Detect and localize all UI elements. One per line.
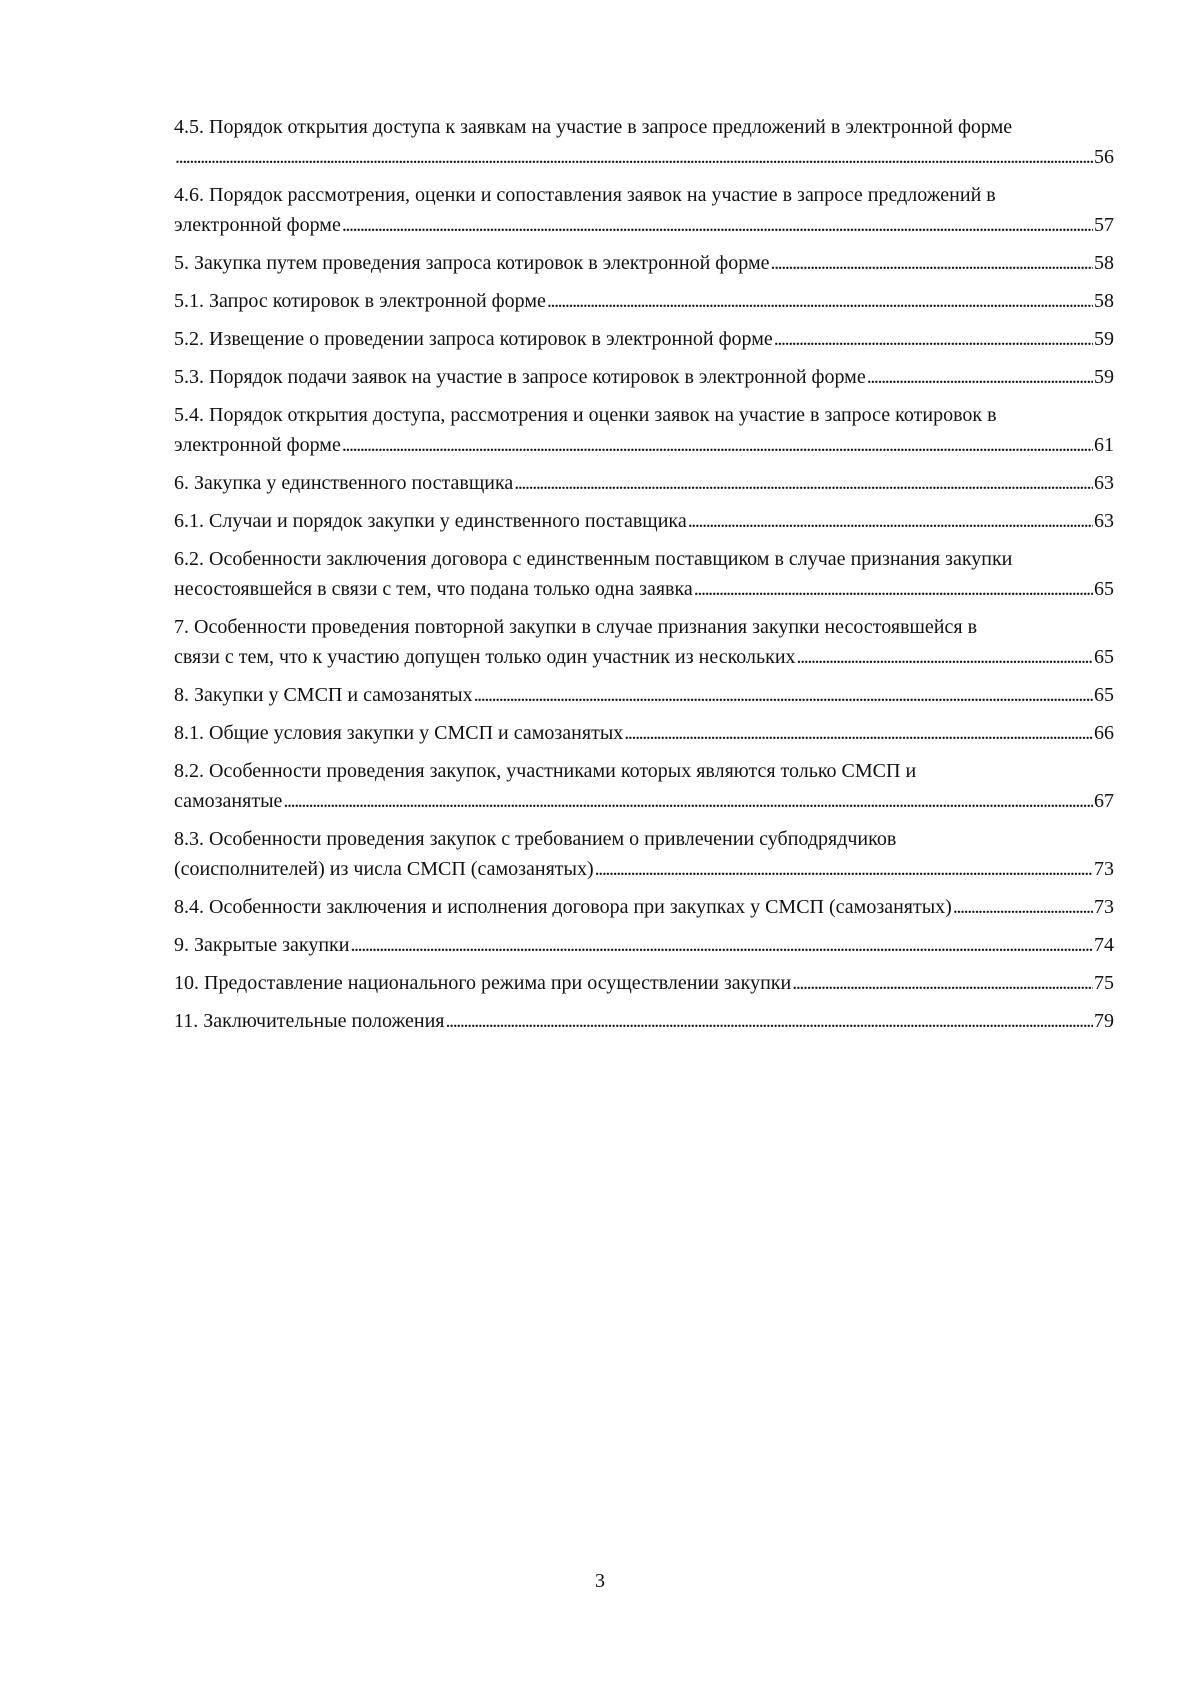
toc-entry-5-3[interactable] [174, 362, 1114, 392]
toc-entry-7[interactable] [174, 612, 1114, 672]
toc-page-number: 59 [1094, 328, 1114, 350]
toc-entry-text: 8. Закупки у СМСП и самозанятых [174, 684, 473, 706]
toc-page-number: 79 [1094, 1010, 1114, 1032]
toc-entry-4-5[interactable] [174, 112, 1114, 172]
toc-entry-text: 5.4. Порядок открытия доступа, рассмотрения и оценки заявок на участие в запросе котировок в [174, 404, 997, 426]
toc-entry-8[interactable] [174, 680, 1114, 710]
toc-entry-8-3[interactable] [174, 824, 1114, 884]
dot-leader [770, 248, 1093, 278]
dot-leader [350, 930, 1093, 960]
toc-entry-text: 11. Заключительные положения [174, 1010, 445, 1032]
dot-leader [474, 680, 1093, 710]
toc-entry-8-2[interactable] [174, 756, 1114, 816]
toc-entry-text-end: электронной форме [174, 214, 341, 236]
dot-leader [547, 286, 1093, 316]
toc-entry-11[interactable] [174, 1006, 1114, 1036]
toc-entry-text: 4.6. Порядок рассмотрения, оценки и сопоставления заявок на участие в запросе предложений в [174, 184, 996, 206]
toc-page-number: 61 [1094, 434, 1114, 456]
toc-entry-8-4[interactable] [174, 892, 1114, 922]
toc-page-number: 57 [1094, 214, 1114, 236]
toc-entry-5-2[interactable] [174, 324, 1114, 354]
toc-entry-text-end: связи с тем, что к участию допущен только один участник из нескольких [174, 646, 796, 668]
toc-page-number: 65 [1094, 578, 1114, 600]
toc-entry-text: 10. Предоставление национального режима при осуществлении закупки [174, 972, 792, 994]
page-number: 3 [595, 1570, 605, 1592]
toc-entry-text: 4.5. Порядок открытия доступа к заявкам на участие в запросе предложений в электронной форме [174, 116, 1013, 138]
dot-leader [792, 968, 1093, 998]
toc-entry-4-6[interactable] [174, 180, 1114, 240]
toc-entry-text: 7. Особенности проведения повторной закупки в случае признания закупки несостоявшейся в [174, 616, 978, 638]
dot-leader [953, 892, 1093, 922]
toc-entry-text-end: самозанятые [174, 790, 283, 812]
dot-leader [342, 430, 1093, 460]
toc-entry-text-end: (соисполнителей) из числа СМСП (самозанятых) [174, 858, 594, 880]
dot-leader [175, 142, 1093, 172]
toc-entry-text: 6.1. Случаи и порядок закупки у единственного поставщика [174, 510, 687, 532]
toc-entry-text-end: электронной форме [174, 434, 341, 456]
toc-entry-5-1[interactable] [174, 286, 1114, 316]
toc-page-number: 66 [1094, 722, 1114, 744]
toc-page-number: 67 [1094, 790, 1114, 812]
toc-entry-text: 6.2. Особенности заключения договора с единственным поставщиком в случае признания закупки [174, 548, 1013, 570]
toc-entry-text: 8.1. Общие условия закупки у СМСП и самозанятых [174, 722, 624, 744]
toc-page-number: 58 [1094, 252, 1114, 274]
toc-entry-text: 5. Закупка путем проведения запроса котировок в электронной форме [174, 252, 770, 274]
toc-page-number: 74 [1094, 934, 1114, 956]
toc-page-number: 65 [1094, 684, 1114, 706]
toc-page-number: 59 [1094, 366, 1114, 388]
toc-page-number: 56 [1094, 146, 1114, 168]
dot-leader [624, 718, 1093, 748]
toc-entry-6-1[interactable] [174, 506, 1114, 536]
dot-leader [283, 786, 1093, 816]
toc-page-number: 75 [1094, 972, 1114, 994]
toc-entry-text: 5.1. Запрос котировок в электронной форме [174, 290, 546, 312]
dot-leader [595, 854, 1093, 884]
toc-entry-text-end: несостоявшейся в связи с тем, что подана только одна заявка [174, 578, 693, 600]
toc-entry-8-1[interactable] [174, 718, 1114, 748]
toc-entry-text: 5.3. Порядок подачи заявок на участие в запросе котировок в электронной форме [174, 366, 866, 388]
dot-leader [688, 506, 1093, 536]
table-of-contents [174, 112, 1114, 1044]
toc-entry-6[interactable] [174, 468, 1114, 498]
dot-leader [694, 574, 1093, 604]
dot-leader [342, 210, 1093, 240]
dot-leader [797, 642, 1093, 672]
toc-page-number: 73 [1094, 896, 1114, 918]
toc-entry-10[interactable] [174, 968, 1114, 998]
toc-entry-text: 8.2. Особенности проведения закупок, участниками которых являются только СМСП и [174, 760, 917, 782]
toc-entry-6-2[interactable] [174, 544, 1114, 604]
toc-page-number: 65 [1094, 646, 1114, 668]
toc-entry-5-4[interactable] [174, 400, 1114, 460]
toc-page-number: 73 [1094, 858, 1114, 880]
dot-leader [514, 468, 1093, 498]
toc-page-number: 63 [1094, 472, 1114, 494]
toc-entry-text: 9. Закрытые закупки [174, 934, 350, 956]
dot-leader [446, 1006, 1094, 1036]
toc-page-number: 58 [1094, 290, 1114, 312]
toc-entry-text: 6. Закупка у единственного поставщика [174, 472, 514, 494]
toc-entry-text: 8.4. Особенности заключения и исполнения договора при закупках у СМСП (самозанятых) [174, 896, 952, 918]
toc-entry-text: 5.2. Извещение о проведении запроса котировок в электронной форме [174, 328, 773, 350]
dot-leader [774, 324, 1093, 354]
toc-entry-5[interactable] [174, 248, 1114, 278]
toc-entry-9[interactable] [174, 930, 1114, 960]
dot-leader [867, 362, 1093, 392]
toc-page-number: 63 [1094, 510, 1114, 532]
toc-entry-text: 8.3. Особенности проведения закупок с требованием о привлечении субподрядчиков [174, 828, 897, 850]
